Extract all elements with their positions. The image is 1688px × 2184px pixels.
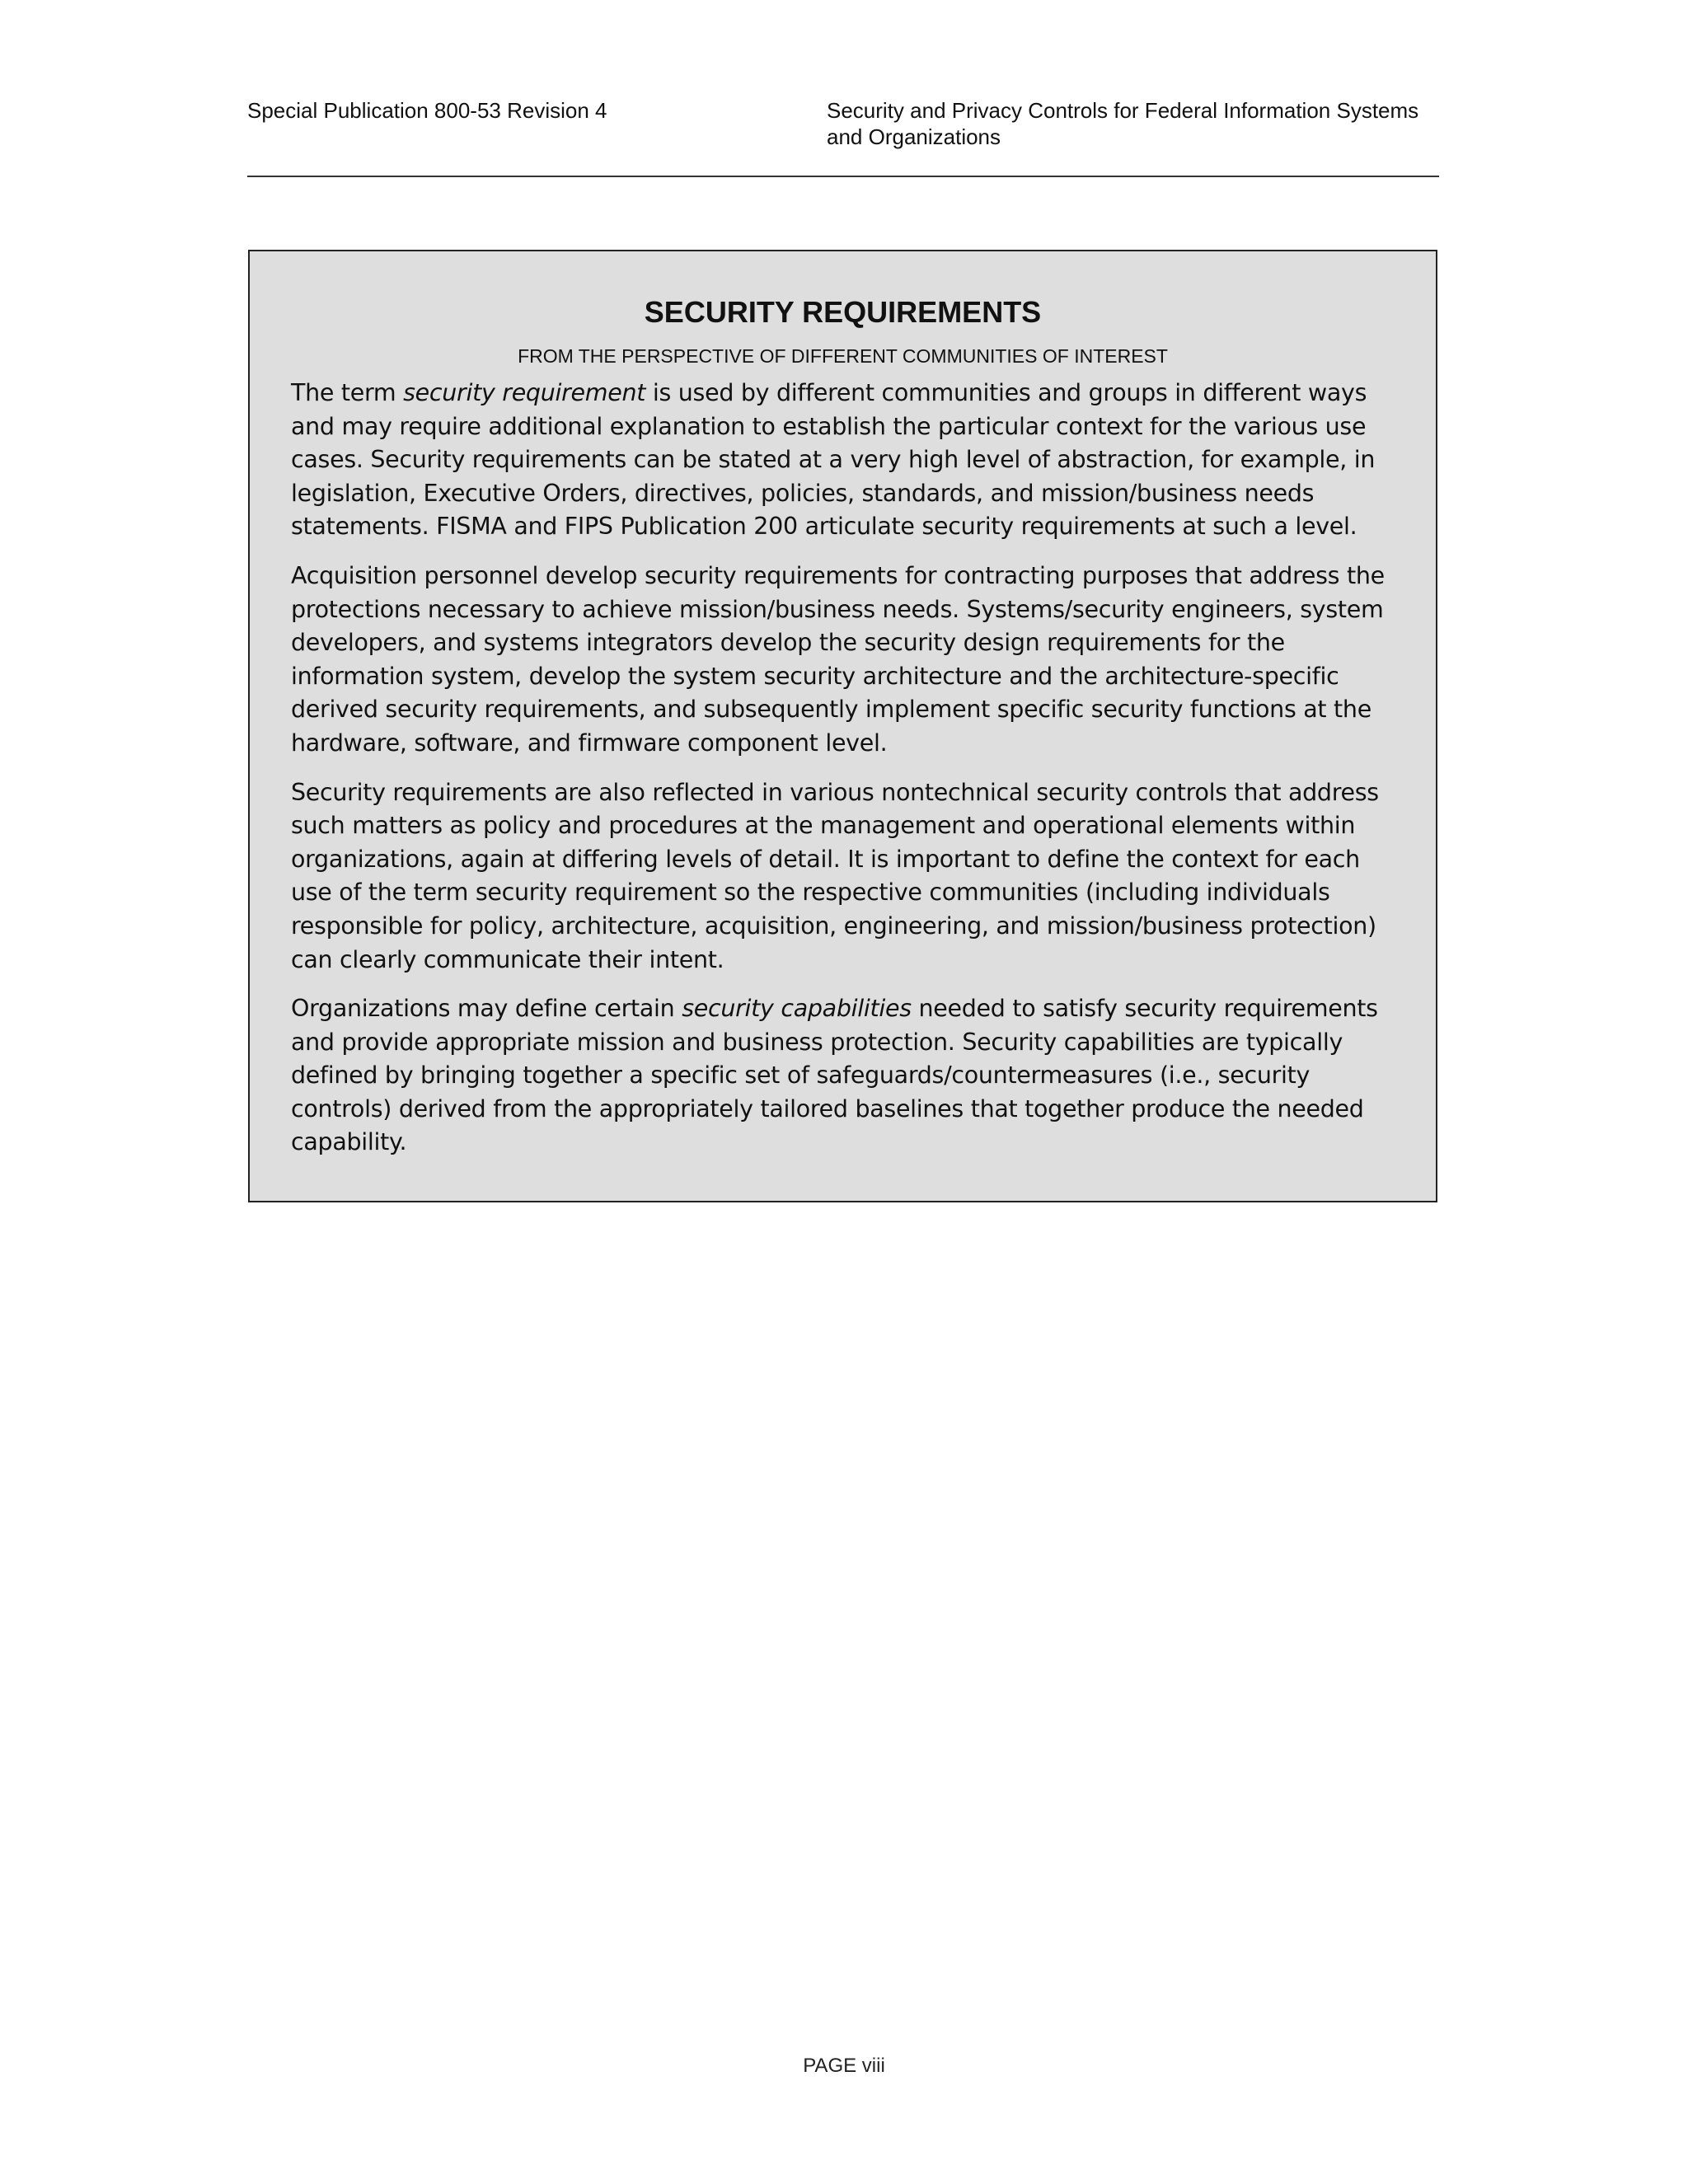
paragraph-1-lead: The term (291, 379, 404, 406)
page-number: PAGE viii (803, 2055, 885, 2077)
paragraph-4-lead: Organizations may define certain (291, 995, 682, 1023)
paragraph-4-term: security capabilities (682, 995, 912, 1023)
paragraph-2: Acquisition personnel develop security requirements for contracting purposes that address the protections necessary to achieve mission/business needs. Systems/security engineers, system developers, and systems integrators develop the security design requirements for the information system, develop the system security architecture and the architecture-specific derived security requirements, and subsequently implement specific security functions at the hardware, software, and firmware component level. (291, 561, 1385, 757)
publication-id: Special Publication 800-53 Revision 4 (247, 98, 607, 123)
paragraph-4 (291, 992, 1395, 1160)
paragraph-1-body: is used by different communities and groups in different ways and may require additional explanation to establish the particular context for the various use cases. Security requirements can be stated at a very high level of abstraction, for example, in legislation, Executive Orders, directives, policies, standards, and mission/business needs statements. FISMA and FIPS Publication 200 articulate security requirements at such a level. (291, 379, 1376, 541)
paragraph-1-term: security requirement (403, 379, 646, 406)
publication-title: Security and Privacy Controls for Federal Information Systems and Organizations (827, 98, 1419, 149)
security-requirements-box (248, 250, 1437, 1202)
header-divider (247, 176, 1439, 177)
box-title: SECURITY REQUIREMENTS (644, 295, 1042, 329)
paragraph-1 (291, 377, 1395, 544)
paragraph-3: Security requirements are also reflected in various nontechnical security controls that address such matters as policy and procedures at the management and operational elements within organizations, again at differing levels of detail. It is important to define the context for each use of the term security requirement so the respective communities (including individuals responsible for policy, architecture, acquisition, engineering, and mission/business protection) can clearly communicate their intent. (291, 778, 1379, 973)
paragraph-4-body: needed to satisfy security requirements and provide appropriate mission and business protection. Security capabilities are typically defined by bringing together a specific set of safeguards/countermeasures (i.e., security controls) derived from the appropriately tailored baselines that together produce the needed capability. (291, 995, 1378, 1156)
box-subtitle: FROM THE PERSPECTIVE OF DIFFERENT COMMUNITIES OF INTEREST (518, 345, 1168, 367)
